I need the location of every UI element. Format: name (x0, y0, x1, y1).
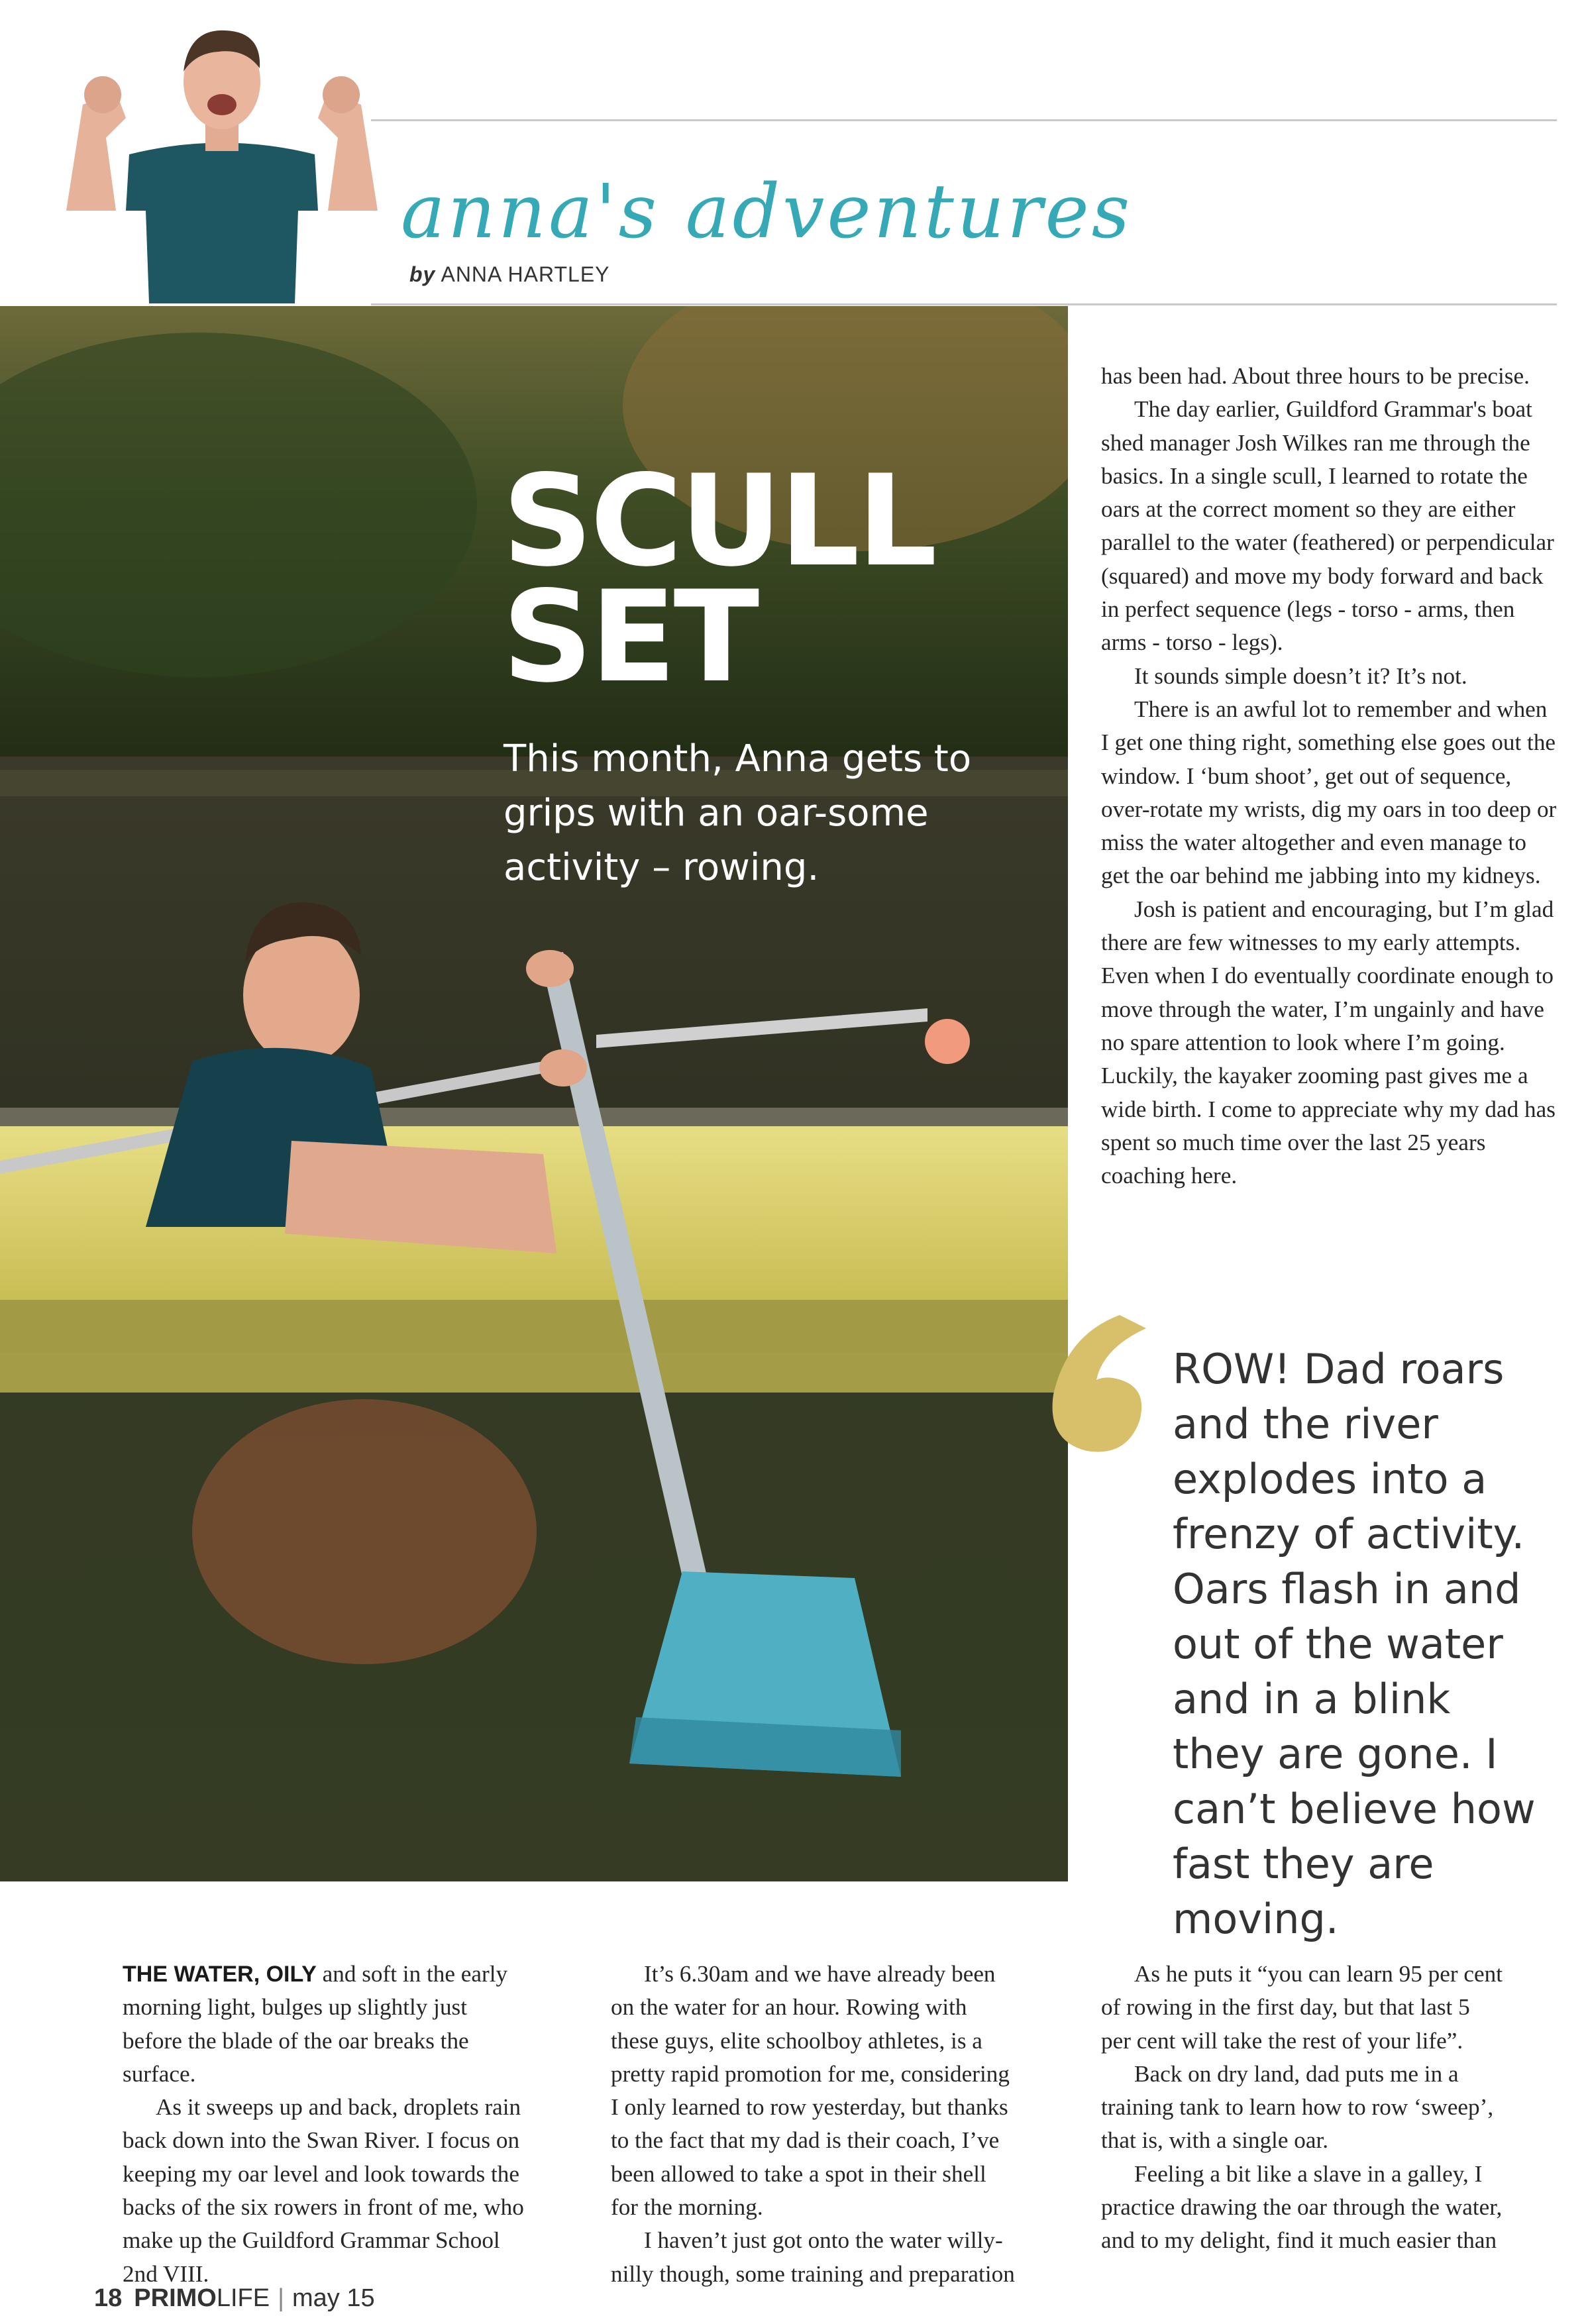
byline (409, 262, 610, 287)
body-col3-paragraph-2: Back on dry land, dad puts me in a training tank to learn how to row ‘sweep’, that is, with a single oar. (1101, 2060, 1494, 2154)
footer-separator: | (278, 2284, 284, 2312)
body-col1-paragraph-1 (123, 1958, 527, 2091)
headline-line-1: SCULL (502, 448, 935, 594)
body-col1-paragraph-1-rest: and soft in the early morning light, bulges up slightly just before the blade of the oar breaks the surface. (123, 1961, 508, 2087)
body-col3-paragraph-3: Feeling a bit like a slave in a galley, I practice drawing the oar through the water, and to my delight, find it much easier than (1101, 2160, 1503, 2254)
lead-in-text: THE WATER, OILY (123, 1962, 317, 1987)
pull-quote: ROW! Dad roars and the river explodes into a frenzy of activity. Oars flash in and out of the water and in a blink they are gone. I can’t believe how fast they are moving. (1173, 1345, 1536, 1943)
body-col1-paragraph-2: As it sweeps up and back, droplets rain back down into the Swan River. I focus on keeping my oar level and look towards the backs of the six rowers in front of me, who make up the Guildford Grammar School 2nd VIII. (123, 2094, 524, 2287)
header-rule-top (371, 119, 1557, 121)
right-paragraph-1: has been had. About three hours to be precise. (1101, 363, 1530, 389)
headline-line-2: SET (502, 563, 757, 710)
standfirst: This month, Anna gets to grips with an oar-some activity – rowing. (503, 737, 972, 889)
issue-date: may 15 (291, 2284, 375, 2312)
body-col2-paragraph-1: It’s 6.30am and we have already been on the water for an hour. Rowing with these guys, elite schoolboy athletes, is a pretty rapid promotion for me, considering I only learned to row yesterday, but thanks to the fact that my dad is their coach, I’ve been allowed to take a spot in their shell for the morning. (611, 1961, 1010, 2221)
body-column-3 (1101, 1958, 1505, 2258)
headline (502, 448, 935, 710)
page-footer (94, 2284, 375, 2313)
byline-prefix: by (409, 262, 436, 286)
right-paragraph-2: The day earlier, Guildford Grammar's boat shed manager Josh Wilkes ran me through the basics. In a single scull, I learned to rotate the oars at the correct moment so they are either parallel to the water (feathered) or perpendicular (squared) and move my body forward and back in perfect sequence (legs - torso - arms, then arms - torso - legs). (1101, 396, 1554, 656)
right-paragraph-4: There is an awful lot to remember and when I get one thing right, something else goes out the window. I ‘bum shoot’, get out of sequence, over-rotate my wrists, dig my oars in too deep or miss the water altogether and even manage to get the oar behind me jabbing into my kidneys. (1101, 696, 1557, 889)
body-column-1 (123, 1958, 527, 2291)
right-column (1101, 360, 1558, 1192)
right-paragraph-5: Josh is patient and encouraging, but I’m glad there are few witnesses to my early attempts. Even when I do eventually coordinate enough to move through the water, I’m ungainly and have no spare attention to look where I’m going. Luckily, the kayaker zooming past gives me a wide birth. I come to appreciate why my dad has spent so much time over the last 25 years coaching here. (1101, 896, 1556, 1189)
brand-name-light: LIFE (216, 2284, 270, 2312)
right-paragraph-3: It sounds simple doesn’t it? It’s not. (1134, 662, 1467, 689)
brand-name-bold: PRIMO (134, 2284, 217, 2312)
byline-author: ANNA HARTLEY (441, 262, 610, 286)
author-portrait-image (53, 12, 391, 303)
quote-mark-icon (1040, 1308, 1159, 1467)
body-col2-paragraph-2: I haven’t just got onto the water willy-nilly though, some training and preparation (611, 2227, 1015, 2287)
page-number: 18 (94, 2284, 123, 2312)
column-title: anna's adventures (401, 169, 1133, 255)
body-col3-paragraph-1: As he puts it “you can learn 95 per cent of rowing in the first day, but that last 5 per cent will take the rest of your life”. (1101, 1961, 1503, 2054)
header-rule-bottom (371, 303, 1557, 305)
body-column-2 (611, 1958, 1015, 2291)
